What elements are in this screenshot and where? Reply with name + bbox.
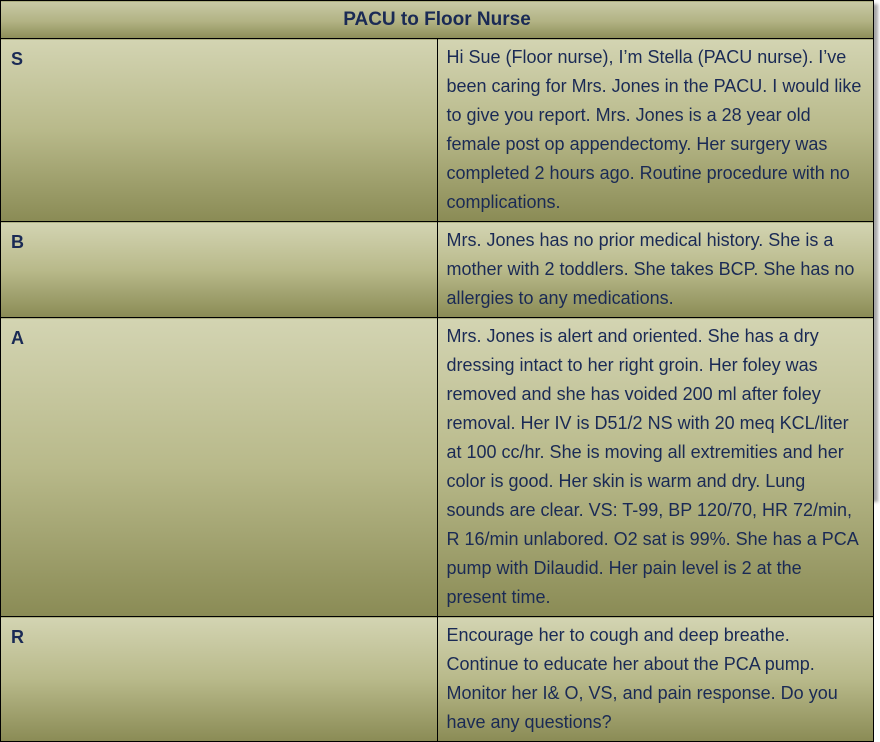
row-letter-a: A: [1, 318, 438, 617]
row-letter-s: S: [1, 39, 438, 222]
table-header-row: [1, 1, 874, 39]
table-title: PACU to Floor Nurse: [1, 1, 874, 39]
row-text-recommendation: Encourage her to cough and deep breathe. Continue to educate her about the PCA pump. Monitor her I& O, VS, and pain response. Do you have any questions?: [437, 617, 874, 742]
table-row-situation: [1, 39, 874, 222]
row-text-assessment: Mrs. Jones is alert and oriented. She has a dry dressing intact to her right groin. Her foley was removed and she has voided 200 ml after foley removal. Her IV is D51/2 NS with 20 meq KCL/liter at 100 cc/hr. She is moving all extremities and her color is good. Her skin is warm and dry. Lung sounds are clear. VS: T-99, BP 120/70, HR 72/min, R 16/min unlabored. O2 sat is 99%. She has a PCA pump with Dilaudid. Her pain level is 2 at the present time.: [437, 318, 874, 617]
table-row-recommendation: [1, 617, 874, 742]
row-text-situation: Hi Sue (Floor nurse), I’m Stella (PACU nurse). I’ve been caring for Mrs. Jones in the PACU. I would like to give you report. Mrs. Jones is a 28 year old female post op appendectomy. Her surgery was completed 2 hours ago. Routine procedure with no complications.: [437, 39, 874, 222]
row-letter-b: B: [1, 222, 438, 318]
row-text-background: Mrs. Jones has no prior medical history. She is a mother with 2 toddlers. She takes BCP. She has no allergies to any medications.: [437, 222, 874, 318]
table-row-background: [1, 222, 874, 318]
table-row-assessment: [1, 318, 874, 617]
row-letter-r: R: [1, 617, 438, 742]
